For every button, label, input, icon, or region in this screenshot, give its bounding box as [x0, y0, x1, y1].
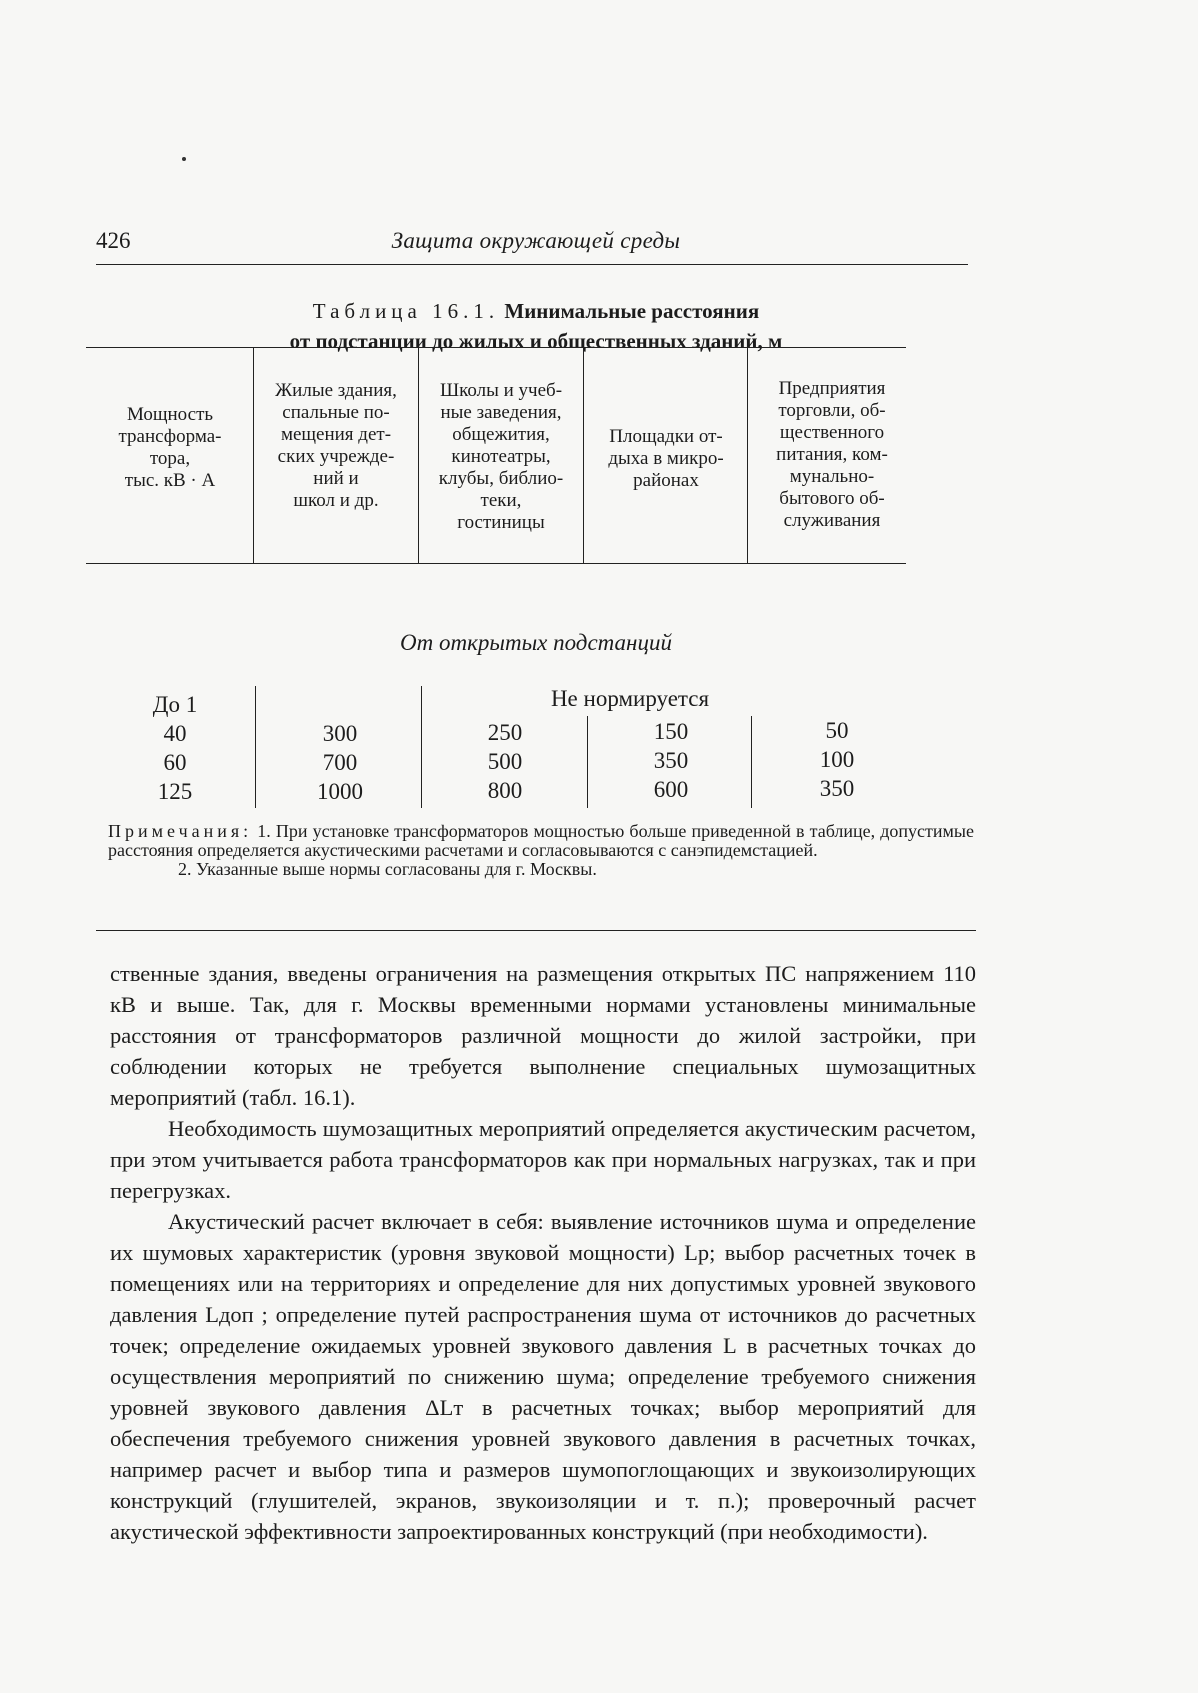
table-notes — [108, 822, 974, 879]
column-header-residential: Жилые здания, спальные по- мещения дет- ских учрежде- ний и школ и др. — [275, 380, 397, 511]
table-column-power — [120, 690, 230, 806]
paragraph: Акустический расчет включает в себя: выявление источников шума и определение их шумовых характеристик (уровня звуковой мощности) Lр; выбор расчетных точек в помещениях или на территориях и определение для них допустимых уровней звукового давления Lдоп ; определение путей распространения шума от источников до расчетных точек; определение ожидаемых уровней звукового давления L в расчетных точках до осуществления мероприятий по снижению шума; определение требуемого снижения уровней звукового давления ΔLт в расчетных точках; выбор мероприятий для обеспечения требуемого снижения уровней звукового давления в расчетных точках, например расчет и выбор типа и размеров шумопоглощающих и звукоизолирующих конструкций (глушителей, экранов, звукоизоляции и т. п.); проверочный расчет акустической эффективности запроектированных конструкций (при необходимости). — [110, 1209, 976, 1544]
table-label: Таблица 16.1. — [312, 299, 500, 323]
body-divider — [751, 716, 752, 808]
table-cell: 60 — [163, 750, 187, 775]
column-header-power: Мощность трансформа- тора, тыс. кВ · А — [118, 404, 222, 491]
header-rule — [96, 264, 968, 265]
body-divider — [255, 686, 256, 808]
column-header-enterprises: Предприятия торговли, об- щественного питания, ком- мунально- бытового об- служивания — [776, 378, 888, 531]
note-1: 1. При установке трансформаторов мощностью больше приведенной в таблице, допустимые расстояния определяется акустическими расчетами и согласовываются с санэпидемстацией. — [108, 821, 975, 860]
table-cell: 50 — [825, 718, 849, 743]
table-cell: 350 — [819, 776, 855, 801]
table-title-line1: Минимальные расстояния — [504, 299, 760, 323]
table-cell: 350 — [653, 748, 689, 773]
table-cell: 1000 — [317, 779, 363, 804]
table-column-recreation — [616, 717, 726, 804]
header-divider — [418, 347, 419, 563]
table-cell: 250 — [487, 720, 523, 745]
table-column-schools — [450, 718, 560, 805]
table-column-enterprises — [782, 716, 892, 803]
table-cell: 800 — [487, 778, 523, 803]
not-normed-label: Не нормируется — [550, 686, 710, 711]
table-cell: 40 — [163, 721, 187, 746]
body-divider — [587, 716, 588, 808]
table-cell: 300 — [322, 721, 358, 746]
section-title: От открытых подстанций — [400, 630, 672, 655]
table-cell: 500 — [487, 749, 523, 774]
page-header — [96, 228, 976, 258]
page-number: 426 — [96, 228, 131, 253]
table-top-rule — [86, 347, 906, 348]
table-cell: 125 — [157, 779, 193, 804]
table-cell: До 1 — [152, 692, 198, 717]
paragraph: ственные здания, введены ограничения на размещения открытых ПС напряжением 110 кВ и выше. Так, для г. Москвы временными нормами установлены минимальные расстояния от трансформаторов различной мощности до жилой застройки, при соблюдении которых не требуется выполнение специальных шумозащитных мероприятий (табл. 16.1). — [110, 961, 976, 1110]
header-divider — [747, 347, 748, 563]
paragraph: Необходимость шумозащитных мероприятий определяется акустическим расчетом, при этом учитывается работа трансформаторов как при нормальных нагрузках, так и при перегрузках. — [110, 1116, 976, 1203]
column-header-recreation: Площадки от- дыха в микро- районах — [608, 426, 724, 491]
table-cell: 100 — [819, 747, 855, 772]
header-divider — [583, 347, 584, 563]
table-cell: 600 — [653, 777, 689, 802]
notes-label: Примечания: — [108, 821, 253, 841]
speck-mark — [182, 157, 186, 161]
body-text — [110, 958, 976, 1547]
note-2: 2. Указанные выше нормы согласованы для г. Москвы. — [178, 859, 597, 879]
header-divider — [253, 347, 254, 563]
table-header-rule — [86, 563, 906, 564]
column-header-schools: Школы и учеб- ные заведения, общежития, кинотеатры, клубы, библио- теки, гостиницы — [438, 380, 564, 533]
table-column-residential — [285, 719, 395, 806]
table-cell: 700 — [322, 750, 358, 775]
table-title-line2: от подстанции до жилых и общественных зданий, м — [289, 329, 783, 353]
body-divider — [421, 686, 422, 808]
running-title: Защита окружающей среды — [391, 228, 681, 253]
table-cell: 150 — [653, 719, 689, 744]
table-bottom-rule — [96, 930, 976, 931]
